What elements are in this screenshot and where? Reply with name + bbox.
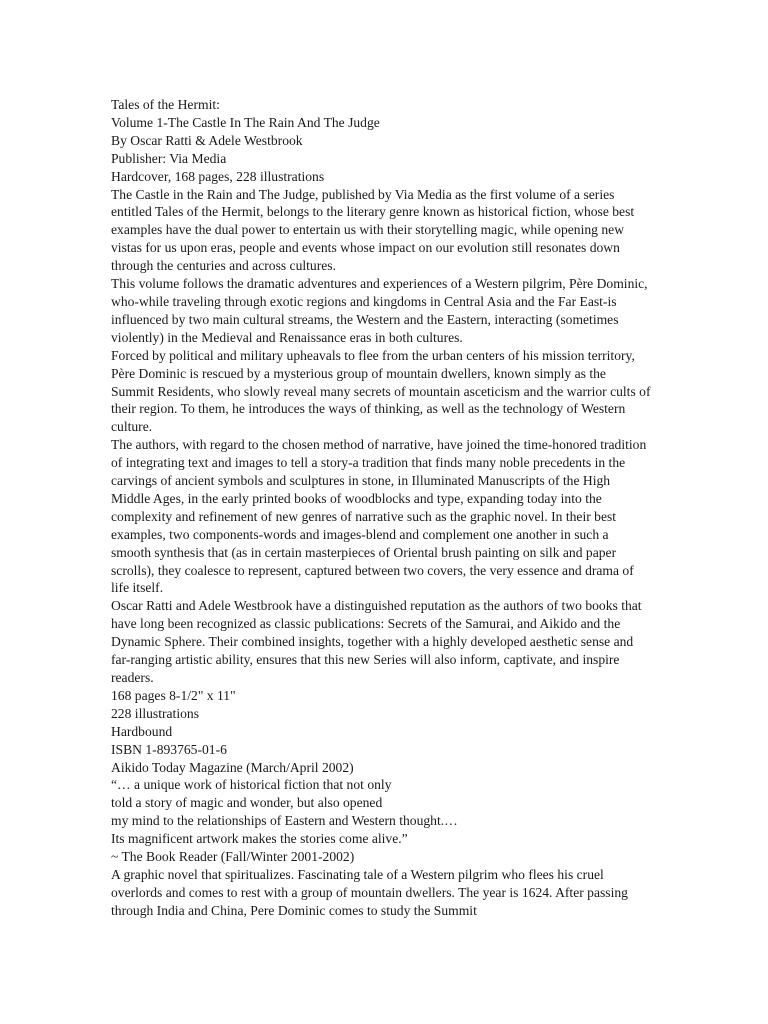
paragraph-intro: The Castle in the Rain and The Judge, published by Via Media as the first volume of a series entitled Tales of the Hermit, belongs to the literary genre known as historical fiction, whose best examples have the dual power to entertain us with their storytelling magic, while opening new vistas for us upon eras, people and events whose impact on our evolution still resonates down through the centuries and across cultures. (111, 186, 635, 274)
review-quote-line: “… a unique work of historical fiction that not only (111, 777, 392, 793)
paragraph-pilgrim: This volume follows the dramatic adventures and experiences of a Western pilgrim, Père Dominic, who-while traveling through exotic regions and kingdoms in Central Asia and the Far East-is influenced by two main cultural streams, the Western and the Eastern, interacting (sometimes violently) in the Medieval and Renaissance eras in both cultures. (111, 276, 648, 345)
review-book-reader-text: A graphic novel that spiritualizes. Fascinating tale of a Western pilgrim who flees his cruel overlords and comes to rest with a group of mountain dwellers. The year is 1624. After passing through India and China, Pere Dominic comes to study the Summit (111, 866, 628, 918)
review-source-aikido-today: Aikido Today Magazine (March/April 2002) (111, 759, 354, 775)
spec-illustrations: 228 illustrations (111, 705, 199, 721)
publisher-line: Publisher: Via Media (111, 150, 227, 166)
spec-binding: Hardbound (111, 723, 173, 739)
authors-line: By Oscar Ratti & Adele Westbrook (111, 132, 303, 148)
volume-title: Volume 1-The Castle In The Rain And The Judge (111, 114, 380, 130)
spec-isbn: ISBN 1-893765-01-6 (111, 741, 227, 757)
paragraph-authors: Oscar Ratti and Adele Westbrook have a distinguished reputation as the authors of two books that have long been recognized as classic publications: Secrets of the Samurai, and Aikido and the Dynamic Sphere. Their combined insights, together with a highly developed aesthetic sense and far-ranging artistic ability, ensures that this new Series will also inform, captivate, and inspire readers. (111, 598, 642, 685)
review-quote-line: Its magnificent artwork makes the stories come alive.” (111, 831, 408, 847)
document-page (111, 96, 651, 920)
review-source-book-reader: ~ The Book Reader (Fall/Winter 2001-2002) (111, 849, 355, 865)
paragraph-rescue: Forced by political and military upheavals to flee from the urban centers of his mission territory, Père Dominic is rescued by a mysterious group of mountain dwellers, known simply as the Summit Residents, who slowly reveal many secrets of mountain asceticism and the warrior cults of their region. To them, he introduces the ways of thinking, as well as the technology of Western culture. (111, 347, 651, 435)
review-quote-line: told a story of magic and wonder, but also opened (111, 795, 383, 811)
series-title: Tales of the Hermit: (111, 97, 220, 112)
paragraph-narrative: The authors, with regard to the chosen method of narrative, have joined the time-honored tradition of integrating text and images to tell a story-a tradition that finds many noble precedents in the carvings of ancient symbols and sculptures in stone, in Illuminated Manuscripts of the High Middle Ages, in the early printed books of woodblocks and type, expanding today into the complexity and refinement of new genres of narrative such as the graphic novel. In their best examples, two components-words and images-blend and complement one another in such a smooth synthesis that (as in certain masterpieces of Oriental brush painting on silk and paper scrolls), they coalesce to represent, captured between two covers, the very essence and drama of life itself. (111, 437, 647, 596)
review-quote-line: my mind to the relationships of Eastern and Western thought.… (111, 813, 458, 829)
spec-size: 168 pages 8-1/2" x 11" (111, 687, 236, 703)
format-line: Hardcover, 168 pages, 228 illustrations (111, 168, 325, 184)
